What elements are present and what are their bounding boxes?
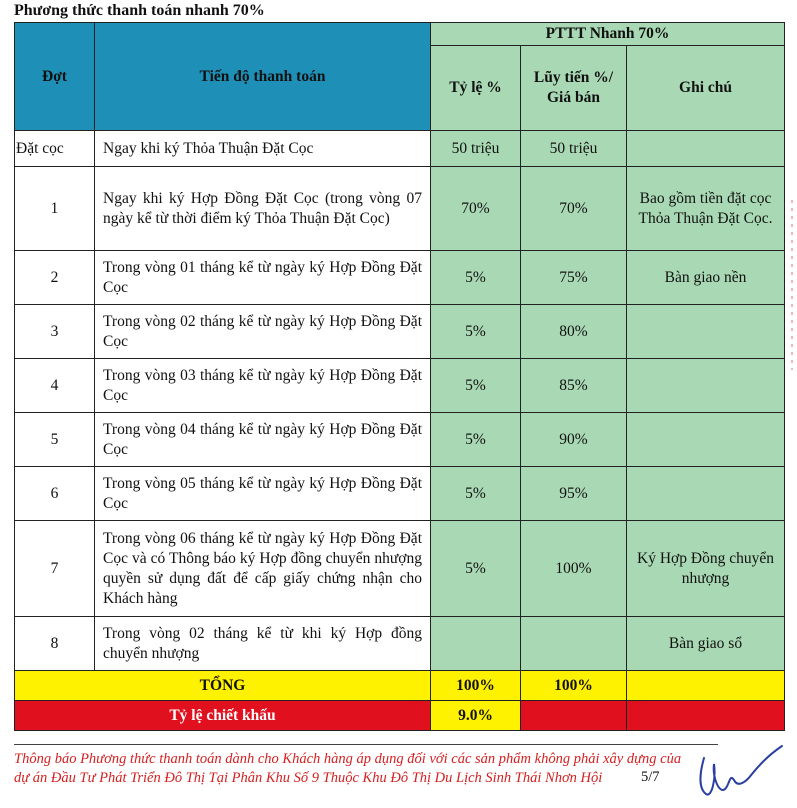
footer-divider	[14, 744, 718, 745]
footer-line-2: dự án Đầu Tư Phát Triển Đô Thị Tại Phân Khu Số 9 Thuộc Khu Đô Thị Du Lịch Sinh Thái Nhơn Hội	[14, 770, 603, 786]
total-ghichu	[627, 671, 785, 701]
table-row	[15, 167, 785, 251]
cell-tyle: 5%	[431, 251, 521, 305]
cell-tyle: 5%	[431, 521, 521, 617]
cell-ghichu: Bàn giao nền	[627, 251, 785, 305]
cell-dot: 3	[15, 305, 95, 359]
cell-tyle	[431, 617, 521, 671]
discount-label: Tỷ lệ chiết khấu	[15, 701, 431, 731]
cell-luytien: 70%	[521, 167, 627, 251]
cell-tiendo: Trong vòng 03 tháng kể từ ngày ký Hợp Đồng Đặt Cọc	[95, 359, 431, 413]
cell-tiendo: Trong vòng 05 tháng kể từ ngày ký Hợp Đồng Đặt Cọc	[95, 467, 431, 521]
cell-tiendo: Trong vòng 01 tháng kể từ ngày ký Hợp Đồng Đặt Cọc	[95, 251, 431, 305]
cell-tiendo: Trong vòng 02 tháng kể từ khi ký Hợp đồng chuyển nhượng	[95, 617, 431, 671]
cell-dot: 6	[15, 467, 95, 521]
col-header-dot: Đợt	[15, 23, 95, 131]
page-title: Phương thức thanh toán nhanh 70%	[14, 2, 265, 19]
cell-tyle: 5%	[431, 413, 521, 467]
cell-tiendo: Ngay khi ký Hợp Đồng Đặt Cọc (trong vòng 07 ngày kể từ thời điểm ký Thỏa Thuận Đặt Cọc)	[95, 167, 431, 251]
cell-dot: 7	[15, 521, 95, 617]
cell-ghichu: Bàn giao sổ	[627, 617, 785, 671]
cell-luytien: 100%	[521, 521, 627, 617]
total-label: TỔNG	[15, 671, 431, 701]
cell-dot: 1	[15, 167, 95, 251]
total-luytien: 100%	[521, 671, 627, 701]
table-row	[15, 359, 785, 413]
table-row	[15, 521, 785, 617]
cell-ghichu	[627, 359, 785, 413]
cell-luytien: 85%	[521, 359, 627, 413]
cell-luytien: 90%	[521, 413, 627, 467]
payment-schedule-table	[14, 22, 785, 731]
page-number: 5/7	[641, 769, 660, 785]
cell-luytien: 50 triệu	[521, 131, 627, 167]
margin-mark	[790, 200, 794, 370]
table-row	[15, 617, 785, 671]
footer-note	[14, 750, 714, 788]
col-header-ghichu: Ghi chú	[627, 46, 785, 131]
cell-tyle: 5%	[431, 305, 521, 359]
cell-tiendo: Trong vòng 06 tháng kể từ ngày ký Hợp Đồng Đặt Cọc và có Thông báo ký Hợp đồng chuyển nhượng quyền sử dụng đất để cấp giấy chứng nhận cho Khách hàng	[95, 521, 431, 617]
cell-luytien	[521, 617, 627, 671]
cell-ghichu	[627, 467, 785, 521]
cell-dot: Đặt cọc	[15, 131, 95, 167]
cell-tiendo: Ngay khi ký Thỏa Thuận Đặt Cọc	[95, 131, 431, 167]
cell-dot: 8	[15, 617, 95, 671]
cell-ghichu: Ký Hợp Đồng chuyển nhượng	[627, 521, 785, 617]
cell-luytien: 80%	[521, 305, 627, 359]
cell-ghichu	[627, 305, 785, 359]
table-row	[15, 413, 785, 467]
col-header-tyle: Tỷ lệ %	[431, 46, 521, 131]
discount-row	[15, 701, 785, 731]
signature-mark	[690, 738, 785, 803]
cell-tyle: 5%	[431, 467, 521, 521]
cell-ghichu	[627, 131, 785, 167]
cell-tiendo: Trong vòng 02 tháng kể từ ngày ký Hợp Đồng Đặt Cọc	[95, 305, 431, 359]
footer-line-1: Thông báo Phương thức thanh toán dành cho Khách hàng áp dụng đối với các sản phẩm không phải xây dựng của	[14, 751, 682, 767]
table-row	[15, 251, 785, 305]
discount-empty-ghichu	[627, 701, 785, 731]
discount-value: 9.0%	[431, 701, 521, 731]
cell-dot: 4	[15, 359, 95, 413]
cell-ghichu: Bao gồm tiền đặt cọc Thỏa Thuận Đặt Cọc.	[627, 167, 785, 251]
cell-dot: 5	[15, 413, 95, 467]
cell-tyle: 50 triệu	[431, 131, 521, 167]
total-row	[15, 671, 785, 701]
cell-tyle: 5%	[431, 359, 521, 413]
table-row	[15, 467, 785, 521]
col-group-header: PTTT Nhanh 70%	[431, 23, 785, 46]
discount-empty-luytien	[521, 701, 627, 731]
cell-dot: 2	[15, 251, 95, 305]
table-row	[15, 305, 785, 359]
cell-tyle: 70%	[431, 167, 521, 251]
total-tyle: 100%	[431, 671, 521, 701]
col-header-tiendo: Tiến độ thanh toán	[95, 23, 431, 131]
cell-ghichu	[627, 413, 785, 467]
cell-luytien: 75%	[521, 251, 627, 305]
table-row	[15, 131, 785, 167]
cell-tiendo: Trong vòng 04 tháng kể từ ngày ký Hợp Đồng Đặt Cọc	[95, 413, 431, 467]
col-header-luytien: Lũy tiến %/ Giá bán	[521, 46, 627, 131]
cell-luytien: 95%	[521, 467, 627, 521]
